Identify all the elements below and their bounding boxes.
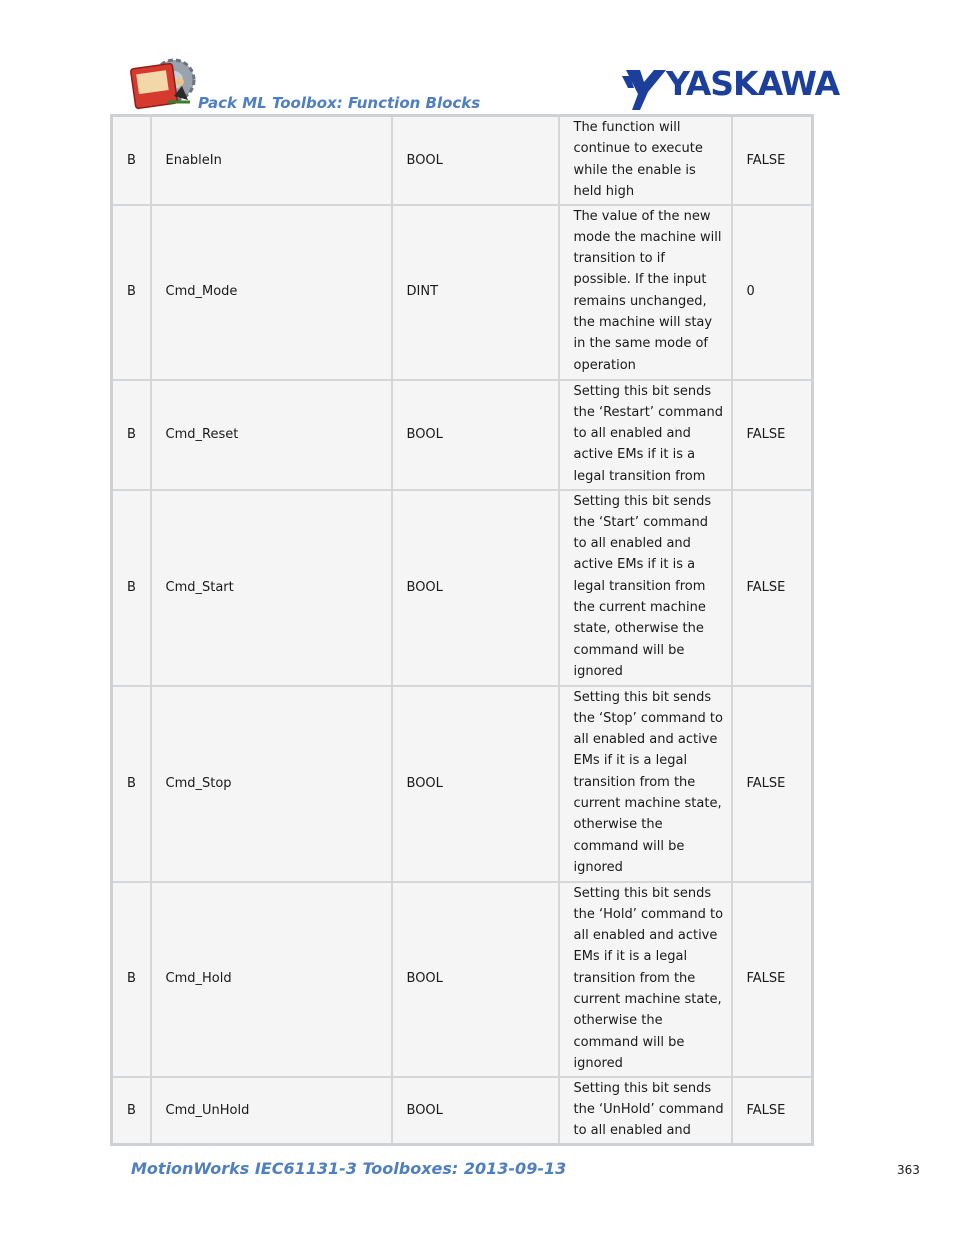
table-cell-name: EnableIn xyxy=(151,116,392,205)
table-cell-class: B xyxy=(112,116,151,205)
footer-title: MotionWorks IEC61131-3 Toolboxes: 2013-09-13 xyxy=(131,1159,567,1178)
table-cell-name: Cmd_Stop xyxy=(151,686,392,882)
table-cell-description: Setting this bit sends the ‘Hold’ command to all enabled and active EMs if it is a legal transition from the current machine state, otherwise the command will be ignored xyxy=(559,882,732,1077)
table-cell-name: Cmd_Start xyxy=(151,490,392,686)
table-cell-name: Cmd_Reset xyxy=(151,380,392,490)
table-row xyxy=(112,116,813,205)
table-cell-class: B xyxy=(112,490,151,686)
table-cell-type: BOOL xyxy=(392,882,559,1077)
table-cell-default: FALSE xyxy=(732,490,813,686)
page-number: 363 xyxy=(897,1163,920,1177)
table-cell-name: Cmd_Hold xyxy=(151,882,392,1077)
table-cell-default: 0 xyxy=(732,205,813,380)
table-cell-class: B xyxy=(112,380,151,490)
table-cell-class: B xyxy=(112,686,151,882)
parameter-table xyxy=(110,114,814,1146)
table-row xyxy=(112,882,813,1077)
table-row xyxy=(112,380,813,490)
table-cell-type: BOOL xyxy=(392,116,559,205)
table-cell-default: FALSE xyxy=(732,686,813,882)
table-cell-description: The value of the new mode the machine will transition to if possible. If the input remains unchanged, the machine will stay in the same mode of operation xyxy=(559,205,732,380)
table-cell-name: Cmd_UnHold xyxy=(151,1077,392,1145)
table-row xyxy=(112,686,813,882)
table-cell-class: B xyxy=(112,1077,151,1145)
table-cell-default: FALSE xyxy=(732,116,813,205)
table-cell-type: BOOL xyxy=(392,490,559,686)
table-row xyxy=(112,205,813,380)
table-cell-description: Setting this bit sends the ‘Stop’ command to all enabled and active EMs if it is a legal transition from the current machine state, otherwise the command will be ignored xyxy=(559,686,732,882)
table-cell-description: Setting this bit sends the ‘UnHold’ command to all enabled and xyxy=(559,1077,732,1145)
table-cell-type: DINT xyxy=(392,205,559,380)
table-cell-description: Setting this bit sends the ‘Start’ command to all enabled and active EMs if it is a legal transition from the current machine state, otherwise the command will be ignored xyxy=(559,490,732,686)
table-cell-class: B xyxy=(112,882,151,1077)
table-cell-name: Cmd_Mode xyxy=(151,205,392,380)
header-title: Pack ML Toolbox: Function Blocks xyxy=(198,94,481,112)
table-cell-default: FALSE xyxy=(732,1077,813,1145)
table-cell-default: FALSE xyxy=(732,380,813,490)
table-cell-default: FALSE xyxy=(732,882,813,1077)
yaskawa-logo xyxy=(620,66,846,112)
pack-ml-toolbox-logo xyxy=(130,56,200,112)
table-cell-type: BOOL xyxy=(392,686,559,882)
table-cell-type: BOOL xyxy=(392,380,559,490)
table-cell-type: BOOL xyxy=(392,1077,559,1145)
table-cell-description: The function will continue to execute while the enable is held high xyxy=(559,116,732,205)
table-row xyxy=(112,1077,813,1145)
table-row xyxy=(112,490,813,686)
brand-wordmark: YASKAWA xyxy=(666,64,840,103)
table-cell-description: Setting this bit sends the ‘Restart’ command to all enabled and active EMs if it is a legal transition from xyxy=(559,380,732,490)
table-cell-class: B xyxy=(112,205,151,380)
